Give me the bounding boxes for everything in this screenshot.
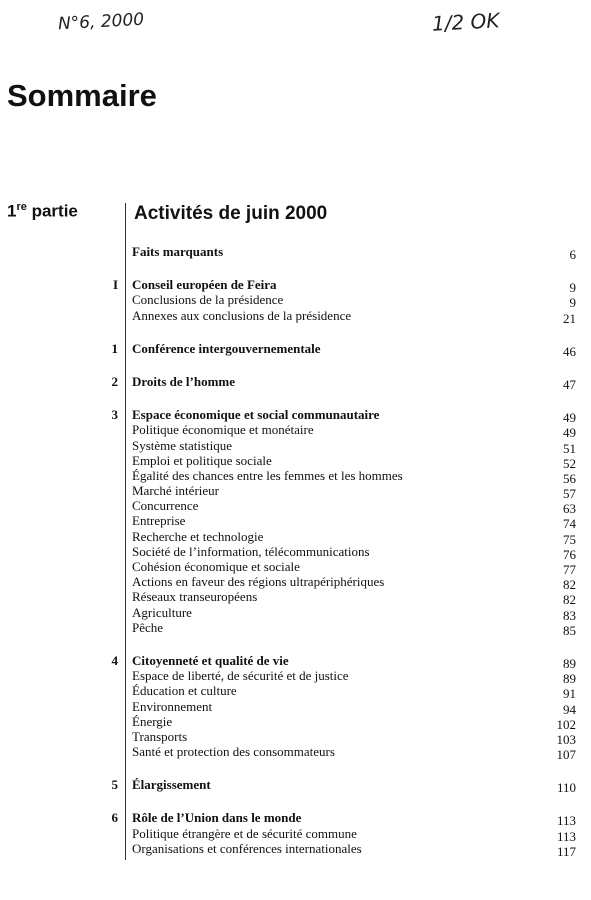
page-title: Sommaire <box>7 78 157 113</box>
toc-entry-title: Environnement <box>132 698 213 714</box>
toc-entry-title: Espace économique et social communautaire <box>132 407 380 423</box>
toc-entry <box>0 574 591 593</box>
toc-section-heading <box>0 407 591 426</box>
toc-entry <box>0 668 591 687</box>
toc-entry-title: Organisations et conférences internationales <box>132 840 362 856</box>
toc-entry-title: Citoyenneté et qualité de vie <box>132 652 289 668</box>
toc-entry-title: Agriculture <box>132 604 192 620</box>
toc-page-number: 74 <box>563 516 576 532</box>
toc-page-number: 110 <box>556 780 576 796</box>
toc-section <box>0 777 591 796</box>
handwritten-note-right: 1/2 OK <box>431 8 500 36</box>
toc-page-number: 49 <box>563 410 576 426</box>
toc-section-heading <box>0 373 591 392</box>
toc-page-number: 51 <box>563 440 576 456</box>
table-of-contents <box>0 244 591 859</box>
toc-entry <box>0 543 591 562</box>
toc-entry-title: Conférence intergouvernementale <box>132 340 321 356</box>
toc-entry-title: Égalité des chances entre les femmes et les hommes <box>132 467 403 483</box>
toc-page-number: 9 <box>569 280 576 296</box>
toc-page-number: 103 <box>556 731 576 747</box>
toc-page-number: 89 <box>563 671 576 687</box>
toc-entry-title: Droits de l’homme <box>132 373 236 389</box>
part-word: partie <box>26 201 78 221</box>
toc-entry <box>0 528 591 547</box>
toc-entry-title: Faits marquants <box>132 244 224 259</box>
part-ordinal: re <box>16 201 27 213</box>
toc-entry-title: Éducation et culture <box>132 683 237 699</box>
toc-entry-title: Santé et protection des consommateurs <box>132 744 335 760</box>
toc-page-number: 82 <box>563 592 576 608</box>
toc-entry-title: Entreprise <box>132 513 186 529</box>
part-title: Activités de juin 2000 <box>134 203 328 224</box>
toc-entry <box>0 559 591 577</box>
toc-entry <box>0 467 591 486</box>
toc-entry-title: Politique économique et monétaire <box>132 422 314 438</box>
toc-entry <box>0 437 591 456</box>
toc-page-number: 77 <box>563 562 576 577</box>
toc-page-number: 47 <box>563 376 576 392</box>
toc-entry-title: Transports <box>132 728 188 744</box>
toc-entry-title: Société de l’information, télécommunications <box>132 543 370 559</box>
toc-entry <box>0 483 591 502</box>
toc-entry-title: Système statistique <box>132 437 233 453</box>
toc-section-number: 6 <box>111 810 118 826</box>
toc-entry <box>0 698 591 717</box>
toc-section-number: 5 <box>111 777 118 793</box>
toc-section-number: I <box>112 277 118 293</box>
toc-section-heading <box>0 810 591 829</box>
toc-page-number: 46 <box>563 343 576 359</box>
toc-entry-title: Politique étrangère et de sécurité commune <box>132 825 357 841</box>
toc-page-number: 63 <box>563 501 576 517</box>
toc-entry <box>0 498 591 517</box>
toc-page-number: 107 <box>556 747 576 763</box>
toc-section-number: 2 <box>111 373 118 389</box>
toc-page-number: 21 <box>563 310 576 326</box>
toc-section-number: 1 <box>111 340 118 356</box>
toc-page-number: 102 <box>556 716 576 732</box>
toc-entry-title: Espace de liberté, de sécurité et de justice <box>132 668 349 684</box>
toc-page-number: 85 <box>563 622 576 638</box>
handwritten-note-left: N°6, 2000 <box>57 9 145 35</box>
toc-section <box>0 244 591 262</box>
toc-section-heading <box>0 277 591 296</box>
toc-section-heading <box>0 652 591 671</box>
toc-section <box>0 407 591 638</box>
toc-entry <box>0 604 591 623</box>
toc-section <box>0 277 591 326</box>
toc-entry <box>0 452 591 471</box>
toc-entry-title: Pêche <box>132 619 164 635</box>
toc-section-heading <box>0 244 591 262</box>
toc-entry-title: Concurrence <box>132 498 199 514</box>
toc-page-number: 57 <box>563 486 576 502</box>
toc-entry-title: Cohésion économique et sociale <box>132 559 300 574</box>
toc-entry <box>0 589 591 608</box>
toc-entry <box>0 728 591 747</box>
toc-section-heading <box>0 340 591 359</box>
toc-entry <box>0 292 591 311</box>
toc-entry <box>0 513 591 532</box>
toc-entry <box>0 744 591 763</box>
toc-entry-title: Conseil européen de Feira <box>132 277 277 293</box>
toc-page-number: 91 <box>563 686 576 702</box>
toc-entry-title: Recherche et technologie <box>132 528 264 544</box>
toc-entry <box>0 307 591 326</box>
toc-section-heading <box>0 777 591 796</box>
toc-entry <box>0 840 591 859</box>
toc-page-number: 56 <box>563 470 576 486</box>
toc-page-number: 9 <box>569 295 576 311</box>
toc-entry-title: Rôle de l’Union dans le monde <box>132 810 302 826</box>
toc-entry-title: Réseaux transeuropéens <box>132 589 258 605</box>
toc-section <box>0 652 591 763</box>
toc-page-number: 113 <box>556 828 576 844</box>
part-label <box>7 201 78 222</box>
toc-page-number: 76 <box>563 546 576 562</box>
toc-entry-title: Annexes aux conclusions de la présidence <box>132 307 352 323</box>
toc-entry <box>0 825 591 844</box>
toc-section-number: 4 <box>111 652 118 668</box>
toc-section <box>0 373 591 392</box>
toc-entry-title: Emploi et politique sociale <box>132 452 272 468</box>
toc-page-number: 49 <box>563 425 576 441</box>
toc-page-number: 6 <box>569 247 576 262</box>
toc-entry-title: Actions en faveur des régions ultrapériphériques <box>132 574 385 590</box>
toc-page-number: 89 <box>563 655 576 671</box>
toc-page-number: 94 <box>563 701 576 717</box>
toc-entry <box>0 683 591 702</box>
toc-entry <box>0 713 591 732</box>
toc-entry-title: Élargissement <box>132 777 211 793</box>
toc-page-number: 113 <box>556 813 576 829</box>
toc-entry-title: Conclusions de la présidence <box>132 292 284 308</box>
toc-page-number: 83 <box>563 607 576 623</box>
toc-page-number: 52 <box>563 455 576 471</box>
toc-section-number: 3 <box>111 407 118 423</box>
toc-entry <box>0 422 591 441</box>
toc-entry <box>0 619 591 638</box>
toc-page-number: 117 <box>556 843 576 859</box>
part-number: 1 <box>7 201 17 221</box>
toc-entry-title: Marché intérieur <box>132 483 219 499</box>
toc-page-number: 82 <box>563 577 576 593</box>
toc-entry-title: Énergie <box>132 713 173 729</box>
toc-section <box>0 810 591 859</box>
toc-section <box>0 340 591 359</box>
toc-page-number: 75 <box>563 531 576 547</box>
